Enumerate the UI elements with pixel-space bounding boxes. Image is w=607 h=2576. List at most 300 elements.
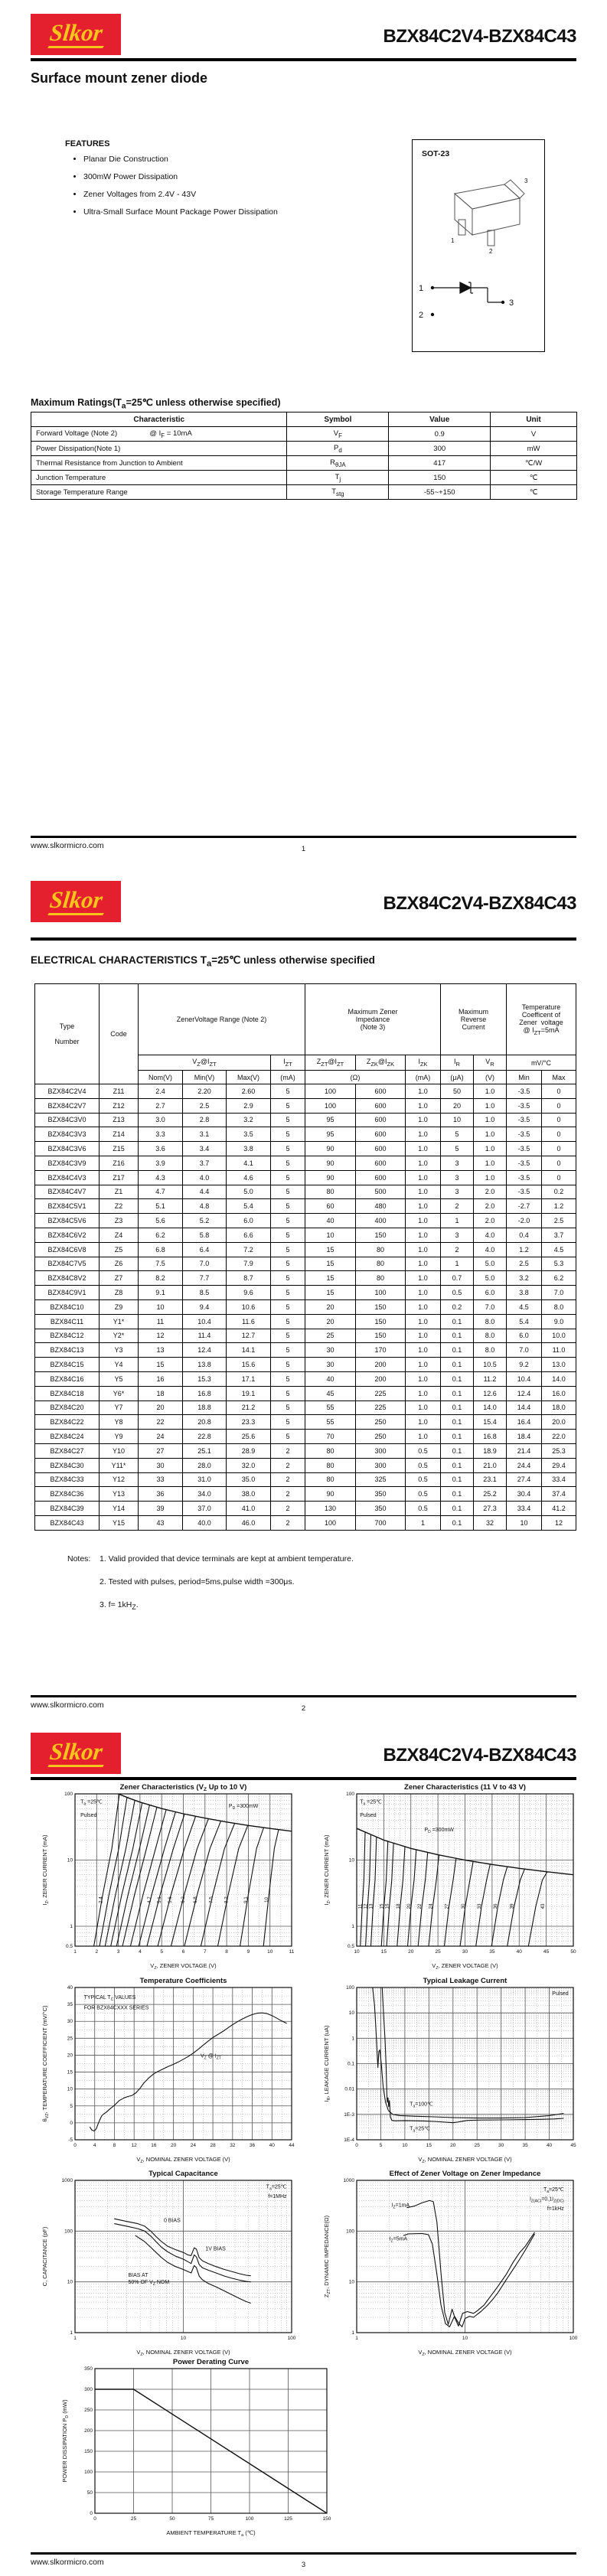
svg-text:5: 5 <box>379 2143 383 2148</box>
table-cell: 7.0 <box>507 1343 542 1358</box>
table-cell: 0.1 <box>441 1343 474 1358</box>
table-cell: 0 <box>542 1156 576 1170</box>
table-cell: 5 <box>271 1214 305 1228</box>
table-cell: 1.0 <box>406 1314 441 1329</box>
svg-text:1: 1 <box>351 2330 354 2336</box>
svg-text:0: 0 <box>73 2143 77 2148</box>
table-cell: BZX84C2V7 <box>35 1098 100 1113</box>
pkg-pin1-label: 1 <box>451 237 455 244</box>
table-cell: Y1* <box>100 1314 139 1329</box>
svg-text:Ta=25℃: $T_a=25℃$ <box>543 2186 564 2194</box>
table-row <box>35 1127 576 1142</box>
svg-text:32: 32 <box>230 2143 236 2148</box>
svg-text:16: 16 <box>151 2143 157 2148</box>
svg-text:6.2: 6.2 <box>180 1896 186 1903</box>
table-cell: 23.3 <box>227 1415 271 1430</box>
table-cell: 1.0 <box>474 1142 507 1156</box>
table-cell: 5 <box>271 1113 305 1127</box>
table-row <box>35 1430 576 1444</box>
page-number: 2 <box>301 1704 306 1713</box>
table-cell: 500 <box>356 1185 406 1199</box>
svg-text:5: 5 <box>70 2103 73 2109</box>
table-row <box>35 1400 576 1415</box>
table-cell: 15 <box>305 1271 356 1286</box>
table-cell: 1.0 <box>474 1084 507 1099</box>
table-cell: 41.2 <box>542 1502 576 1516</box>
table-cell: 32.0 <box>227 1458 271 1472</box>
svg-text:10: 10 <box>348 2279 354 2285</box>
svg-text:5: 5 <box>160 1949 164 1955</box>
svg-text:1V BIAS: 1V BIAS <box>205 2246 226 2252</box>
svg-text:4.7: 4.7 <box>147 1896 153 1903</box>
table-cell: 10 <box>507 1515 542 1530</box>
part-number-title: BZX84C2V4-BZX84C43 <box>383 26 576 47</box>
table-cell: 225 <box>356 1400 406 1415</box>
svg-text:150: 150 <box>84 2449 93 2454</box>
note-line: 2. Tested with pulses, period=5ms,pulse width =300μs. <box>100 1577 295 1586</box>
table-cell: 6.0 <box>507 1329 542 1343</box>
table-cell: 5 <box>271 1257 305 1271</box>
table-cell: 0.9 <box>389 427 491 442</box>
table-cell: 5 <box>271 1343 305 1358</box>
part-number-title: BZX84C2V4-BZX84C43 <box>383 1745 576 1766</box>
table-cell: 32 <box>474 1515 507 1530</box>
table-cell: 13.0 <box>542 1358 576 1372</box>
column-header: Min(V) <box>183 1071 227 1084</box>
svg-text:10: 10 <box>263 1897 269 1903</box>
table-cell: 25.2 <box>474 1487 507 1502</box>
table-cell: 1.0 <box>406 1228 441 1242</box>
svg-text:4: 4 <box>139 1949 142 1955</box>
table-cell: 7.0 <box>474 1299 507 1314</box>
table-cell: 0.7 <box>441 1271 474 1286</box>
svg-text:Temperature Coefficients: Temperature Coefficients <box>139 1977 227 1985</box>
table-cell: BZX84C43 <box>35 1515 100 1530</box>
svg-text:Ta=25℃: $T_a=25℃$ <box>410 2126 431 2134</box>
table-cell: 300 <box>389 442 491 456</box>
table-cell: 3.0 <box>139 1113 183 1127</box>
table-cell: 5.0 <box>227 1185 271 1199</box>
svg-text:30: 30 <box>460 1903 466 1909</box>
column-header: (mA) <box>271 1071 305 1084</box>
column-header-temp-coeff: Temperature Coefficent of Zener voltage @ $I_{ZT}=5mA$ <box>507 984 576 1055</box>
table-cell: 5.4 <box>227 1199 271 1214</box>
column-header: mV/°C <box>507 1055 576 1071</box>
table-cell: 4.5 <box>542 1242 576 1257</box>
svg-text:VZ, NOMINAL ZENER VOLTAGE (V): $V_Z$, NOMINAL ZENER VOLTAGE (V) <box>136 2156 230 2164</box>
table-cell: 1.0 <box>406 1084 441 1099</box>
svg-text:1: 1 <box>351 1923 354 1929</box>
table-cell: 1.0 <box>406 1343 441 1358</box>
table-cell: ℃/W <box>491 456 577 471</box>
table-cell: 60 <box>305 1199 356 1214</box>
table-cell: 18.0 <box>542 1400 576 1415</box>
table-cell: 4.1 <box>227 1156 271 1170</box>
table-cell: 40 <box>305 1371 356 1386</box>
svg-text:θVZ, TEMPERATURE COEFFICIENT (: $\theta_{VZ}$, TEMPERATURE COEFFICIENT (mV/°C) <box>41 2005 50 2122</box>
svg-text:1: 1 <box>351 2036 354 2042</box>
page-title: Surface mount zener diode <box>31 70 208 86</box>
table-cell: 600 <box>356 1084 406 1099</box>
table-cell: 33 <box>139 1472 183 1487</box>
table-cell: Z11 <box>100 1084 139 1099</box>
table-cell: 25.6 <box>227 1430 271 1444</box>
page-1 <box>0 0 607 869</box>
table-cell: 3.2 <box>227 1113 271 1127</box>
svg-text:Ta=100℃: $T_a=100℃$ <box>410 2102 433 2109</box>
table-cell: $R_{\theta JA}$ <box>287 456 389 471</box>
table-cell: 24.4 <box>507 1458 542 1472</box>
table-cell: 1.0 <box>406 1214 441 1228</box>
svg-text:VZ, ZENER VOLTAGE (V): $V_Z$, ZENER VOLTAGE (V) <box>150 1962 217 1971</box>
table-cell: 2 <box>271 1458 305 1472</box>
table-cell: 16.4 <box>507 1415 542 1430</box>
table-cell: 35.0 <box>227 1472 271 1487</box>
table-cell: 600 <box>356 1156 406 1170</box>
table-cell: 15.4 <box>474 1415 507 1430</box>
table-cell: Y14 <box>100 1502 139 1516</box>
table-cell: 0.2 <box>441 1299 474 1314</box>
table-cell: 600 <box>356 1098 406 1113</box>
column-header-code: Code <box>100 984 139 1084</box>
table-cell: -3.5 <box>507 1127 542 1142</box>
svg-text:40: 40 <box>516 1949 522 1955</box>
feature-item: • Ultra-Small Surface Mount Package Power Dissipation <box>83 207 405 217</box>
svg-text:10: 10 <box>267 1949 273 1955</box>
column-header: Characteristic <box>31 412 287 427</box>
table-cell: 20.0 <box>542 1415 576 1430</box>
footer-rule <box>31 1695 576 1697</box>
table-cell: 15 <box>139 1358 183 1372</box>
svg-text:3: 3 <box>116 1949 120 1955</box>
table-cell: 0 <box>542 1084 576 1099</box>
table-cell: 5.2 <box>183 1214 227 1228</box>
table-row <box>35 1228 576 1242</box>
table-cell: BZX84C33 <box>35 1472 100 1487</box>
table-cell: Forward Voltage (Note 2) @ $I_F = 10mA$ <box>31 427 287 442</box>
svg-text:Power Derating Curve: Power Derating Curve <box>172 2358 250 2366</box>
table-row <box>35 1286 576 1300</box>
table-row <box>35 1415 576 1430</box>
svg-text:40: 40 <box>67 1985 73 1991</box>
svg-text:13: 13 <box>368 1903 374 1909</box>
table-row <box>35 1242 576 1257</box>
svg-text:20: 20 <box>408 1949 414 1955</box>
table-cell: Z8 <box>100 1286 139 1300</box>
table-cell: Y11* <box>100 1458 139 1472</box>
table-cell: BZX84C11 <box>35 1314 100 1329</box>
svg-text:0.01: 0.01 <box>344 2086 354 2092</box>
table-row <box>35 1458 576 1472</box>
svg-text:11: 11 <box>289 1949 295 1955</box>
table-cell: V <box>491 427 577 442</box>
svg-text:BIAS AT: BIAS AT <box>128 2273 148 2279</box>
svg-text:10: 10 <box>354 1949 360 1955</box>
table-cell: BZX84C3V9 <box>35 1156 100 1170</box>
svg-text:POWER DISSIPATION PD (mW: POWER DISSIPATION $P_D$ (mW) <box>61 2399 70 2483</box>
table-cell: 1.0 <box>406 1185 441 1199</box>
table-cell: 2.20 <box>183 1084 227 1099</box>
table-row <box>31 456 577 471</box>
table-cell: 1.0 <box>406 1257 441 1271</box>
table-cell: BZX84C13 <box>35 1343 100 1358</box>
table-cell: 7.9 <box>227 1257 271 1271</box>
table-cell: 20 <box>305 1314 356 1329</box>
table-cell: 2.5 <box>542 1214 576 1228</box>
table-row <box>35 1343 576 1358</box>
table-cell: BZX84C7V5 <box>35 1257 100 1271</box>
table-cell: Y6* <box>100 1386 139 1400</box>
table-cell: Z13 <box>100 1113 139 1127</box>
table-cell: 417 <box>389 456 491 471</box>
table-cell: 5 <box>271 1228 305 1242</box>
svg-text:10: 10 <box>348 1857 354 1864</box>
table-cell: 350 <box>356 1487 406 1502</box>
footer-url: www.slkormicro.com <box>31 1700 104 1710</box>
svg-text:7.5: 7.5 <box>208 1896 214 1903</box>
table-cell: 5 <box>271 1142 305 1156</box>
table-cell: 27.3 <box>474 1502 507 1516</box>
table-cell: 15.3 <box>183 1371 227 1386</box>
svg-text:30: 30 <box>498 2143 504 2148</box>
table-cell: 250 <box>356 1415 406 1430</box>
svg-text:18: 18 <box>395 1903 401 1909</box>
table-cell: ℃ <box>491 471 577 485</box>
table-cell: Z9 <box>100 1299 139 1314</box>
table-cell: 1.0 <box>406 1400 441 1415</box>
table-cell: 10 <box>305 1228 356 1242</box>
table-cell: 2.60 <box>227 1084 271 1099</box>
svg-text:1000: 1000 <box>343 2178 354 2183</box>
chart-temperature-coefficients <box>40 1975 300 2167</box>
table-cell: 4.8 <box>183 1199 227 1214</box>
table-cell: 1.0 <box>406 1113 441 1127</box>
table-cell: 15 <box>305 1242 356 1257</box>
table-cell: 0.1 <box>441 1358 474 1372</box>
svg-text:25: 25 <box>435 1949 441 1955</box>
column-header-max-impedance: Maximum Zener Impedance (Note 3) <box>305 984 441 1055</box>
table-cell: 3.5 <box>227 1127 271 1142</box>
svg-text:Pulsed: Pulsed <box>360 1812 377 1818</box>
table-cell: 2.0 <box>474 1214 507 1228</box>
table-cell: 5 <box>271 1314 305 1329</box>
table-cell: BZX84C30 <box>35 1458 100 1472</box>
table-cell: 80 <box>356 1257 406 1271</box>
table-cell: 7.5 <box>139 1257 183 1271</box>
table-cell: 22 <box>139 1415 183 1430</box>
svg-text:5.1: 5.1 <box>156 1896 162 1903</box>
svg-text:43: 43 <box>540 1903 546 1909</box>
table-cell: 9.2 <box>507 1358 542 1372</box>
table-cell: 8.0 <box>474 1314 507 1329</box>
svg-text:VZ @ IZT: $V_Z$ @ $I_{ZT}$ <box>201 2053 221 2061</box>
slkor-logo <box>31 1733 121 1774</box>
table-cell: Y3 <box>100 1343 139 1358</box>
table-cell: 10.4 <box>183 1314 227 1329</box>
table-cell: Y7 <box>100 1400 139 1415</box>
table-cell: 3.6 <box>139 1142 183 1156</box>
table-cell: Y12 <box>100 1472 139 1487</box>
table-cell: 80 <box>305 1185 356 1199</box>
table-cell: BZX84C27 <box>35 1443 100 1458</box>
table-cell: -55~+150 <box>389 485 491 500</box>
svg-text:11: 11 <box>357 1903 364 1909</box>
column-header: (μA) <box>441 1071 474 1084</box>
table-row <box>35 1170 576 1185</box>
table-cell: 12.4 <box>183 1343 227 1358</box>
table-cell: 18.4 <box>507 1430 542 1444</box>
table-cell: 5 <box>271 1170 305 1185</box>
pkg-pin3-label: 3 <box>524 178 528 184</box>
svg-text:24: 24 <box>190 2143 196 2148</box>
table-cell: 0.1 <box>441 1472 474 1487</box>
table-cell: 0 <box>542 1142 576 1156</box>
svg-text:100: 100 <box>245 2516 254 2522</box>
table-cell: 3.3 <box>139 1127 183 1142</box>
table-cell: 2.8 <box>183 1113 227 1127</box>
page-number: 1 <box>301 845 306 853</box>
svg-text:200: 200 <box>84 2428 93 2434</box>
svg-text:0: 0 <box>93 2516 96 2522</box>
table-cell: 39 <box>139 1502 183 1516</box>
svg-text:16: 16 <box>384 1903 390 1909</box>
table-cell: BZX84C4V7 <box>35 1185 100 1199</box>
column-header: $V_R$ <box>474 1055 507 1071</box>
table-cell: 5 <box>271 1371 305 1386</box>
table-cell: 5 <box>441 1127 474 1142</box>
table-cell: 5 <box>271 1084 305 1099</box>
table-cell: 5.8 <box>183 1228 227 1242</box>
table-cell: 1.2 <box>507 1242 542 1257</box>
table-cell: Y2* <box>100 1329 139 1343</box>
table-row <box>35 1257 576 1271</box>
table-cell: 600 <box>356 1127 406 1142</box>
table-cell: 0.1 <box>441 1386 474 1400</box>
svg-text:75: 75 <box>207 2516 214 2522</box>
table-cell: 34.0 <box>183 1487 227 1502</box>
svg-text:0.5: 0.5 <box>65 1944 73 1949</box>
slkor-logo-text: Slkor <box>47 18 104 46</box>
column-header: $V_Z@I_{ZT}$ <box>139 1055 271 1071</box>
svg-text:FOR BZX84CXXX SERIES: FOR BZX84CXXX SERIES <box>83 2005 149 2011</box>
table-cell: 0.4 <box>507 1228 542 1242</box>
table-row <box>35 1443 576 1458</box>
svg-text:8: 8 <box>113 2143 116 2148</box>
svg-text:VZ, ZENER VOLTAGE (V): $V_Z$, ZENER VOLTAGE (V) <box>432 1962 498 1971</box>
table-cell: 2 <box>271 1472 305 1487</box>
table-cell: 0.1 <box>441 1430 474 1444</box>
svg-text:0: 0 <box>70 2120 73 2126</box>
table-cell: 7.2 <box>227 1242 271 1257</box>
svg-text:10: 10 <box>67 1857 73 1864</box>
table-cell: 1.0 <box>406 1170 441 1185</box>
header-rule <box>31 1777 576 1780</box>
svg-text:100: 100 <box>569 2336 578 2341</box>
column-header: Max(V) <box>227 1071 271 1084</box>
table-cell: 4.0 <box>474 1242 507 1257</box>
table-cell: 90 <box>305 1170 356 1185</box>
table-cell: 3.8 <box>227 1142 271 1156</box>
table-cell: 23.1 <box>474 1472 507 1487</box>
svg-text:36: 36 <box>493 1903 499 1909</box>
table-cell: 5 <box>271 1329 305 1343</box>
table-row <box>35 1271 576 1286</box>
table-cell: 25.1 <box>183 1443 227 1458</box>
table-cell: 150 <box>356 1228 406 1242</box>
max-ratings-title: Maximum $Ratings(T_a=25℃$ unless otherwise specified) <box>31 397 281 411</box>
table-cell: 18.8 <box>183 1400 227 1415</box>
table-cell: 13 <box>139 1343 183 1358</box>
svg-text:25: 25 <box>474 2143 480 2148</box>
table-cell: BZX84C3V0 <box>35 1113 100 1127</box>
svg-text:15: 15 <box>380 1949 387 1955</box>
table-cell: BZX84C22 <box>35 1415 100 1430</box>
column-header: $Z_{ZK}@I_{ZK}$ <box>356 1055 406 1071</box>
svg-text:1: 1 <box>73 2336 77 2341</box>
svg-text:20: 20 <box>450 2143 456 2148</box>
table-cell: 37.4 <box>542 1487 576 1502</box>
table-row <box>35 1156 576 1170</box>
chart-zener-impedance <box>321 2168 582 2359</box>
svg-text:Pulsed: Pulsed <box>80 1812 97 1818</box>
table-cell: 15 <box>305 1257 356 1271</box>
table-cell: 0.1 <box>441 1443 474 1458</box>
table-cell: 5 <box>271 1156 305 1170</box>
table-cell: 1.0 <box>406 1329 441 1343</box>
table-row <box>35 1329 576 1343</box>
table-cell: 6.0 <box>474 1286 507 1300</box>
table-cell: 33.4 <box>507 1502 542 1516</box>
table-cell: 250 <box>356 1430 406 1444</box>
table-cell: 0.1 <box>441 1415 474 1430</box>
svg-text:C, CAPACITANCE (pF): C, CAPACITANCE (pF) <box>41 2226 48 2287</box>
header-rule <box>31 58 576 61</box>
table-cell: 0.5 <box>406 1502 441 1516</box>
table-cell: 5 <box>271 1127 305 1142</box>
table-cell: 0.1 <box>441 1487 474 1502</box>
svg-text:Ta=25℃: $T_a=25℃$ <box>266 2184 287 2192</box>
svg-text:1000: 1000 <box>61 2178 73 2183</box>
svg-text:1: 1 <box>355 2336 358 2341</box>
table-cell: 2 <box>271 1502 305 1516</box>
table-cell: 1.0 <box>474 1170 507 1185</box>
table-cell: 10.0 <box>542 1329 576 1343</box>
table-cell: Junction Temperature <box>31 471 287 485</box>
table-cell: Z1 <box>100 1185 139 1199</box>
table-cell: 150 <box>356 1299 406 1314</box>
table-row <box>35 1386 576 1400</box>
svg-text:9: 9 <box>246 1949 250 1955</box>
table-cell: Y10 <box>100 1443 139 1458</box>
table-cell: 3.7 <box>542 1228 576 1242</box>
table-cell: Y5 <box>100 1371 139 1386</box>
table-cell: 4.6 <box>227 1170 271 1185</box>
table-cell: 2.0 <box>474 1199 507 1214</box>
table-cell: 0.1 <box>441 1458 474 1472</box>
svg-text:20: 20 <box>171 2143 177 2148</box>
table-cell: Y15 <box>100 1515 139 1530</box>
table-cell: 5 <box>271 1199 305 1214</box>
table-cell: 21.0 <box>474 1458 507 1472</box>
table-cell: Y8 <box>100 1415 139 1430</box>
table-cell: 18.9 <box>474 1443 507 1458</box>
footer-rule <box>31 836 576 838</box>
table-cell: $P_d$ <box>287 442 389 456</box>
svg-text:1: 1 <box>70 2330 73 2336</box>
table-cell: 11 <box>139 1314 183 1329</box>
svg-text:1E-3: 1E-3 <box>344 2111 354 2118</box>
table-cell: 2 <box>271 1515 305 1530</box>
